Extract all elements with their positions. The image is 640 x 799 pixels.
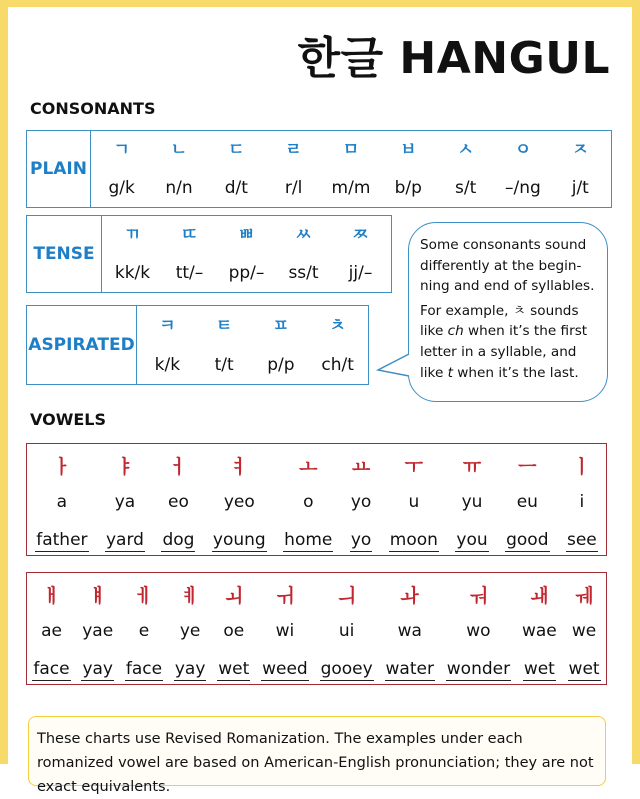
vowel-jamo: ㅣ xyxy=(572,456,592,478)
vowel-jamo: ㅚ xyxy=(224,585,243,607)
consonant-cell xyxy=(495,131,551,207)
consonant-cell xyxy=(162,216,218,292)
consonant-jamo: ㅌ xyxy=(215,315,233,336)
consonant-jamo: ㄴ xyxy=(170,140,188,160)
consonant-romanization: ss/t xyxy=(288,263,319,283)
vowels-table-simple xyxy=(26,443,607,556)
bubble-text-1: Some consonants sound differently at the beginning and end of syllables. xyxy=(420,237,595,295)
vowel-example-word: dog xyxy=(162,530,195,550)
consonant-romanization: jj/– xyxy=(348,263,373,283)
vowel-jamo: ㅗ xyxy=(299,456,318,478)
plain-consonant-list xyxy=(91,131,611,207)
vowel-jamo: ㅘ xyxy=(400,585,419,607)
vowel-romanization: we xyxy=(571,621,597,641)
vowel-jamo: ㅔ xyxy=(134,585,154,607)
vowel-jamo: ㅓ xyxy=(169,456,188,478)
consonant-jamo: ㅈ xyxy=(572,140,589,160)
vowel-cell xyxy=(568,584,601,684)
page-title: 한글 HANGUL xyxy=(297,33,610,84)
bubble-text-2c: when it’s the first letter in a syllable, and like xyxy=(420,323,588,381)
vowel-romanization: e xyxy=(138,621,150,641)
vowel-cell xyxy=(105,455,145,555)
consonant-jamo: ㅆ xyxy=(295,225,312,245)
vowel-cell xyxy=(283,455,333,555)
consonant-jamo: ㅅ xyxy=(457,140,474,160)
consonant-romanization: d/t xyxy=(224,178,248,198)
consonant-romanization: r/l xyxy=(284,178,303,198)
vowel-romanization: a xyxy=(56,492,68,512)
consonant-cell xyxy=(105,216,161,292)
consonant-cell xyxy=(552,131,608,207)
vowel-example-word: you xyxy=(456,530,488,550)
vowel-cell xyxy=(505,455,549,555)
consonant-cell xyxy=(323,131,379,207)
vowel-example-word: yay xyxy=(174,659,206,679)
vowel-romanization: ye xyxy=(179,621,201,641)
consonant-romanization: pp/– xyxy=(228,263,265,283)
consonant-romanization: n/n xyxy=(165,178,193,198)
vowel-example-word: good xyxy=(506,530,549,550)
vowel-example-word: yard xyxy=(106,530,144,550)
consonant-romanization: k/k xyxy=(154,354,181,375)
aspirated-label: ASPIRATED xyxy=(27,306,137,384)
consonant-jamo: ㄲ xyxy=(124,225,141,245)
vowel-cell xyxy=(385,584,435,684)
vowel-cell xyxy=(81,584,114,684)
consonant-jamo: ㅉ xyxy=(352,225,369,245)
consonant-romanization: s/t xyxy=(455,178,477,198)
consonant-romanization: ch/t xyxy=(321,354,354,375)
consonant-cell xyxy=(219,216,275,292)
bubble-example-jamo: ㅊ xyxy=(512,302,526,319)
vowel-example-word: yo xyxy=(350,530,372,550)
vowel-jamo: ㅑ xyxy=(115,456,135,478)
consonant-romanization: j/t xyxy=(571,178,589,198)
plain-consonants-table xyxy=(26,130,612,208)
vowel-romanization: ui xyxy=(338,621,355,641)
vowel-cell xyxy=(174,584,207,684)
vowel-example-word: face xyxy=(33,659,70,679)
vowel-romanization: yae xyxy=(82,621,114,641)
vowels-heading: VOWELS xyxy=(30,410,106,429)
vowel-romanization: yeo xyxy=(223,492,255,512)
bubble-tail xyxy=(376,350,412,380)
vowel-cell xyxy=(446,584,511,684)
consonant-cell xyxy=(196,306,252,384)
vowel-romanization: wa xyxy=(397,621,422,641)
vowel-jamo: ㅏ xyxy=(52,456,72,478)
bubble-text-2b: sounds like xyxy=(420,302,579,340)
vowel-example-word: weed xyxy=(262,659,308,679)
consonant-jamo: ㅃ xyxy=(238,225,255,245)
vowel-example-word: water xyxy=(385,659,434,679)
consonant-cell xyxy=(151,131,207,207)
consonant-cell xyxy=(94,131,150,207)
consonant-jamo: ㅋ xyxy=(159,315,176,336)
consonant-romanization: m/m xyxy=(331,178,371,198)
aspirated-consonants-table xyxy=(26,305,369,385)
bubble-text-2 xyxy=(420,301,599,383)
vowel-romanization: eo xyxy=(167,492,189,512)
consonant-jamo: ㄱ xyxy=(113,140,130,160)
vowel-jamo: ㅠ xyxy=(462,456,482,478)
consonant-cell xyxy=(276,216,332,292)
vowel-romanization: oe xyxy=(223,621,245,641)
vowel-romanization: yo xyxy=(350,492,372,512)
vowel-romanization: ae xyxy=(41,621,62,641)
consonant-cell xyxy=(380,131,436,207)
vowel-example-word: yay xyxy=(82,659,113,679)
consonant-romanization: –/ng xyxy=(505,178,541,198)
vowel-example-word: wet xyxy=(568,659,600,679)
vowel-romanization: ya xyxy=(114,492,136,512)
vowel-cell xyxy=(261,584,309,684)
vowel-example-word: gooey xyxy=(320,659,373,679)
tense-label: TENSE xyxy=(27,216,102,292)
bubble-text-2a: For example, xyxy=(420,302,513,319)
vowel-romanization: wo xyxy=(466,621,491,641)
consonant-cell xyxy=(139,306,195,384)
tense-consonant-list xyxy=(102,216,391,292)
vowel-example-word: see xyxy=(566,530,597,550)
vowel-jamo: ㅐ xyxy=(42,585,61,607)
vowel-cell xyxy=(566,455,598,555)
vowel-jamo: ㅕ xyxy=(230,456,249,478)
vowel-jamo: ㅟ xyxy=(275,585,295,607)
consonant-cell xyxy=(310,306,366,384)
vowel-jamo: ㅛ xyxy=(351,456,371,478)
vowel-example-word: moon xyxy=(389,530,438,550)
vowel-example-word: father xyxy=(36,530,88,550)
bubble-text-2d: when it’s the last. xyxy=(452,364,579,381)
vowel-example-word: wonder xyxy=(446,659,511,679)
consonant-cell xyxy=(266,131,322,207)
vowel-romanization: wi xyxy=(275,621,295,641)
page-border-top xyxy=(0,0,640,7)
vowel-romanization: u xyxy=(408,492,420,512)
vowel-cell xyxy=(35,455,88,555)
consonant-romanization: tt/– xyxy=(175,263,204,283)
vowel-example-word: wet xyxy=(218,659,250,679)
vowel-romanization: o xyxy=(303,492,314,512)
vowel-cell xyxy=(522,584,557,684)
aspirated-consonant-list xyxy=(137,306,368,384)
consonant-romanization: b/p xyxy=(394,178,422,198)
vowel-cell xyxy=(161,455,195,555)
consonant-note-bubble xyxy=(408,222,608,402)
vowel-jamo: ㅒ xyxy=(88,585,107,607)
vowel-jamo: ㅢ xyxy=(337,585,356,607)
vowel-romanization: yu xyxy=(461,492,483,512)
page-border-left xyxy=(0,0,8,764)
vowel-cell xyxy=(320,584,374,684)
consonant-jamo: ㄷ xyxy=(228,140,245,160)
vowel-cell xyxy=(455,455,488,555)
vowel-example-word: wet xyxy=(523,659,555,679)
consonants-heading: CONSONANTS xyxy=(30,99,156,118)
consonant-jamo: ㅁ xyxy=(342,140,360,160)
romanization-note: These charts use Revised Romanization. The examples under each romanized vowel are based on American-English pronunciation; they are not exact equivalents. xyxy=(28,716,606,786)
bubble-t-italic: t xyxy=(447,364,453,381)
vowel-jamo: ㅜ xyxy=(404,456,424,478)
consonant-jamo: ㅍ xyxy=(272,315,290,336)
consonant-romanization: g/k xyxy=(108,178,135,198)
vowel-jamo: ㅖ xyxy=(180,585,200,607)
vowel-cell xyxy=(217,584,250,684)
consonant-romanization: kk/k xyxy=(114,263,151,283)
consonant-romanization: p/p xyxy=(267,354,295,375)
vowel-jamo: ㅡ xyxy=(518,456,537,478)
page-border-right xyxy=(632,0,640,764)
consonant-jamo: ㅂ xyxy=(400,140,417,160)
vowel-jamo: ㅝ xyxy=(469,585,488,607)
vowel-cell xyxy=(389,455,439,555)
consonant-cell xyxy=(253,306,309,384)
vowel-example-word: young xyxy=(212,530,266,550)
vowel-cell xyxy=(350,455,372,555)
consonant-jamo: ㄹ xyxy=(285,140,302,160)
vowels-table-compound xyxy=(26,572,607,685)
consonant-cell xyxy=(438,131,494,207)
vowel-romanization: i xyxy=(579,492,585,512)
vowel-romanization: eu xyxy=(516,492,538,512)
consonant-cell xyxy=(208,131,264,207)
vowel-cell xyxy=(32,584,70,684)
consonant-romanization: t/t xyxy=(214,354,234,375)
bubble-ch-italic: ch xyxy=(447,323,464,340)
consonant-jamo: ㅇ xyxy=(514,140,532,160)
tense-consonants-table xyxy=(26,215,392,293)
vowel-cell xyxy=(212,455,267,555)
vowel-romanization: wae xyxy=(521,621,557,641)
vowel-example-word: face xyxy=(125,659,163,679)
vowel-jamo: ㅞ xyxy=(574,585,594,607)
plain-label: PLAIN xyxy=(27,131,91,207)
consonant-jamo: ㄸ xyxy=(181,225,198,245)
consonant-jamo: ㅊ xyxy=(329,315,346,336)
vowel-example-word: home xyxy=(284,530,333,550)
consonant-cell xyxy=(333,216,389,292)
vowel-jamo: ㅙ xyxy=(530,585,549,607)
vowel-cell xyxy=(125,584,163,684)
